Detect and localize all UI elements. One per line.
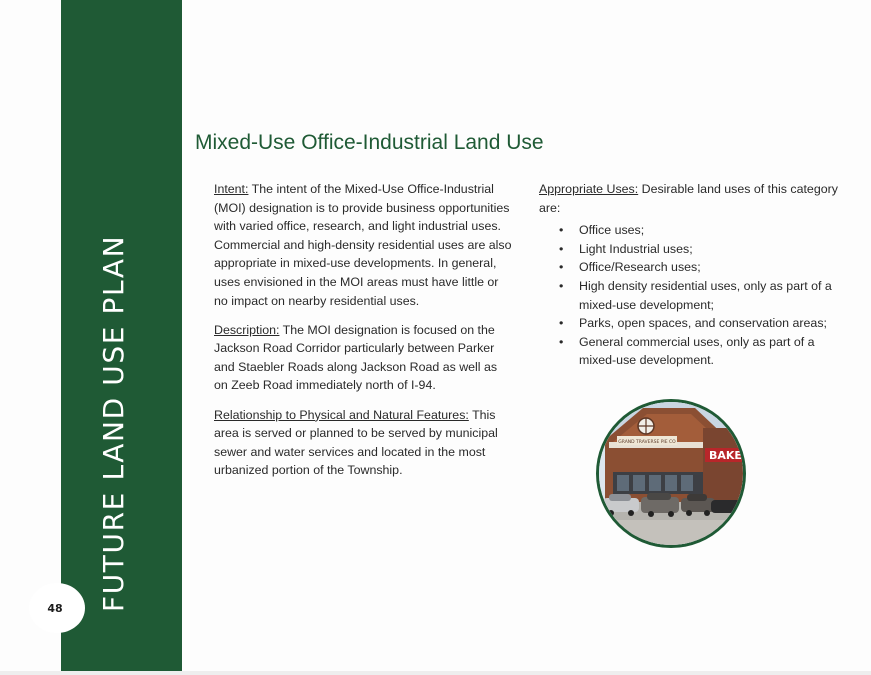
description-text: The MOI designation is focused on the Jackson Road Corridor particularly between Parker and Staebler Roads along Jackson Road as well as on Zeeb Road immediately north of I-94. — [214, 322, 498, 393]
use-item: Office uses; — [579, 223, 645, 238]
commercial-building-photo — [596, 399, 746, 548]
left-column — [214, 180, 514, 490]
list-item — [557, 240, 839, 259]
use-item: High density residential uses, only as part of a mixed-use development; — [579, 278, 832, 312]
store-sign: BAKE — [709, 449, 742, 462]
bullet-icon: • — [559, 316, 564, 331]
relationship-paragraph — [214, 406, 514, 480]
list-item — [557, 314, 839, 333]
building-sign: GRAND TRAVERSE PIE CO — [618, 440, 676, 445]
use-item: Office/Research uses; — [579, 260, 701, 275]
relationship-text: This area is served or planned to be served by municipal sewer and water services and located in the most urbanized portion of the Township. — [214, 407, 498, 478]
bottom-divider — [0, 671, 871, 675]
uses-intro-paragraph — [539, 180, 839, 217]
description-label: Description: — [214, 322, 280, 337]
use-item: Light Industrial uses; — [579, 241, 693, 256]
uses-list — [557, 221, 839, 370]
bullet-icon: • — [559, 241, 564, 256]
list-item — [557, 277, 839, 314]
section-heading: Mixed-Use Office-Industrial Land Use — [195, 131, 544, 154]
intent-text: The intent of the Mixed-Use Office-Industrial (MOI) designation is to provide business opportunities with varied office, research, and light industrial uses. Commercial and high-density residential uses are also appropriate in mixed-use developments. In general, uses envisioned in the MOI areas must have little or no impact on nearby residential uses. — [214, 182, 512, 308]
intent-paragraph — [214, 180, 514, 310]
use-item: General commercial uses, only as part of a mixed-use development. — [579, 334, 815, 368]
uses-label: Appropriate Uses: — [539, 182, 639, 196]
intent-label: Intent: — [214, 182, 249, 196]
page-number: 48 — [47, 601, 63, 615]
description-paragraph — [214, 321, 514, 395]
list-item — [557, 258, 839, 277]
list-item — [557, 221, 839, 240]
sidebar-title: FUTURE LAND USE PLAN — [97, 234, 130, 612]
right-column — [539, 180, 839, 370]
use-item: Parks, open spaces, and conservation areas; — [579, 316, 827, 331]
bullet-icon: • — [559, 278, 564, 293]
photo-illustration — [599, 402, 743, 545]
bullet-icon: • — [559, 334, 564, 349]
uses-intro: Desirable land uses of this category are: — [539, 182, 838, 215]
bullet-icon: • — [559, 223, 564, 238]
bullet-icon: • — [559, 260, 564, 275]
relationship-label: Relationship to Physical and Natural Features: — [214, 407, 469, 422]
list-item — [557, 333, 839, 370]
page-number-badge — [29, 583, 85, 633]
